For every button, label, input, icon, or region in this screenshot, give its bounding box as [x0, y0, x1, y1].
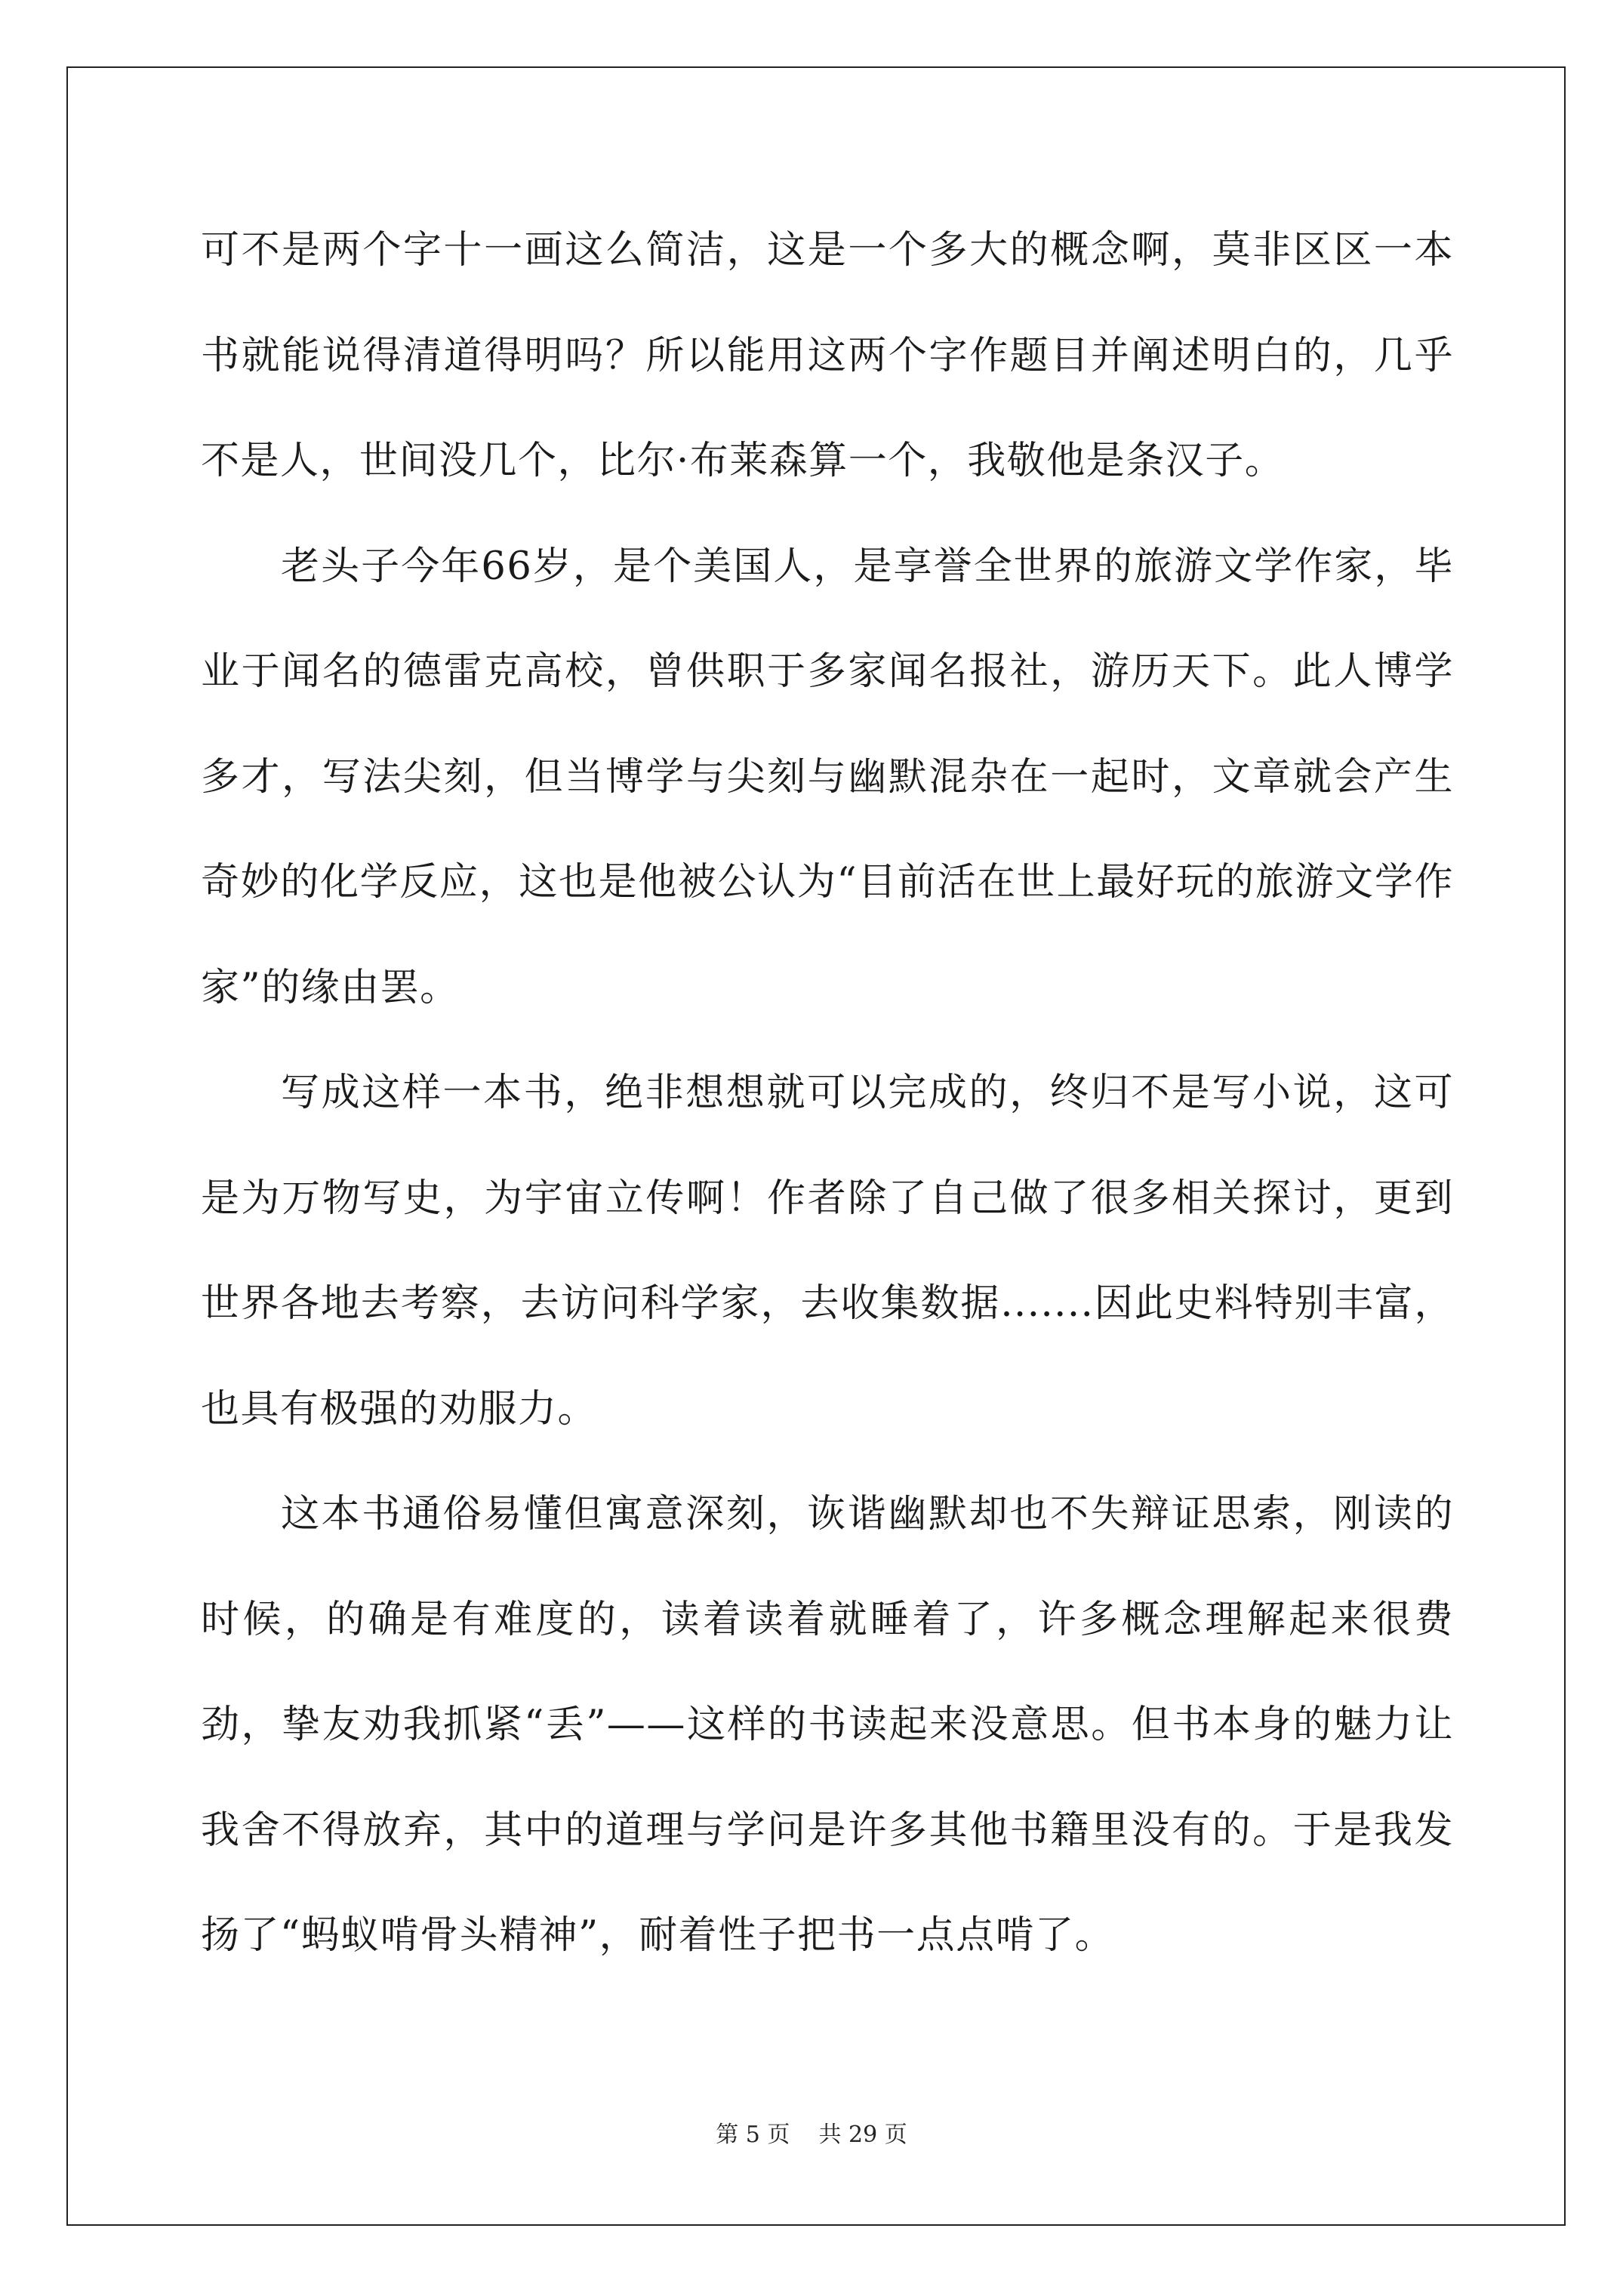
paragraph-2: 老头子今年66岁，是个美国人，是享誉全世界的旅游文学作家，毕业于闻名的德雷克高校，曾供职于多家闻名报社，游历天下。此人博学多才，写法尖刻，但当博学与尖刻与幽默混杂在一起时，文章就会产生奇妙的化学反应，这也是他被公认为“目前活在世上最好玩的旅游文学作家”的缘由罢。: [201, 544, 1454, 1010]
document-body: [201, 198, 1454, 1989]
paragraph-3: 写成这样一本书，绝非想想就可以完成的，终归不是写小说，这可是为万物写史，为宇宙立传啊！作者除了自己做了很多相关探讨，更到世界各地去考察，去访问科学家，去收集数据.......因此史料特别丰富，也具有极强的劝服力。: [201, 1071, 1454, 1432]
paragraph-1: 可不是两个字十一画这么简洁，这是一个多大的概念啊，莫非区区一本书就能说得清道得明吗？所以能用这两个字作题目并阐述明白的，几乎不是人，世间没几个，比尔·布莱森算一个，我敬他是条汉子。: [201, 228, 1454, 483]
paragraph-4: 这本书通俗易懂但寓意深刻，诙谐幽默却也不失辩证思索，刚读的时候，的确是有难度的，读着读着就睡着了，许多概念理解起来很费劲，挚友劝我抓紧“丢”——这样的书读起来没意思。但书本身的魅力让我舍不得放弃，其中的道理与学问是许多其他书籍里没有的。于是我发扬了“蚂蚁啃骨头精神”，耐着性子把书一点点啃了。: [201, 1492, 1454, 1958]
page-number-footer: 第 5 页 共 29 页: [716, 2122, 907, 2148]
